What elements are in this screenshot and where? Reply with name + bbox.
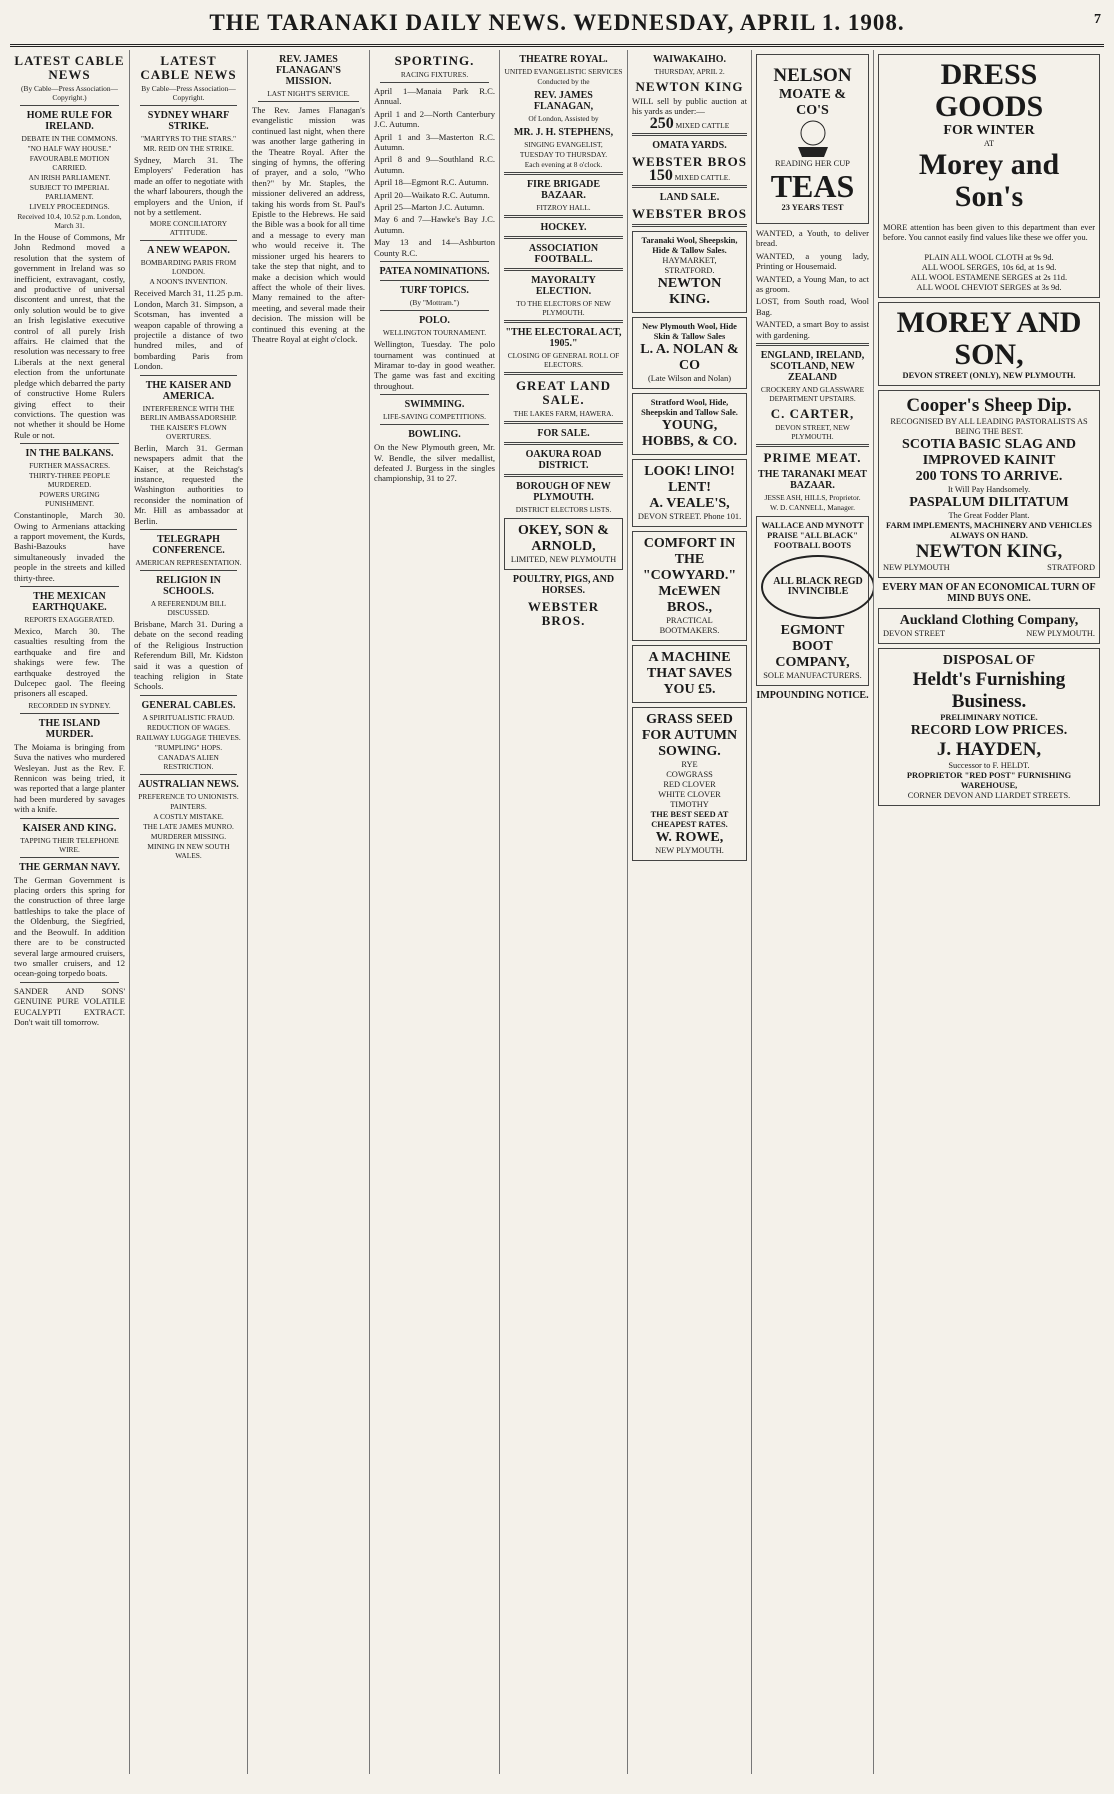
dress-goods-ad (878, 54, 1100, 298)
classifieds (756, 228, 869, 340)
subheading: CROCKERY AND GLASSWARE DEPARTMENT UPSTAIRS. (760, 385, 865, 404)
grass-seed-ad (632, 707, 747, 861)
headline: TURF TOPICS. (400, 285, 469, 297)
ad-text: RECOGNISED BY ALL LEADING PASTORALISTS AS BEING THE BEST. (890, 417, 1088, 436)
subheading: PAINTERS. (170, 801, 207, 811)
ad-title: DISPOSAL OF (942, 653, 1036, 668)
headline: EVERY MAN OF AN ECONOMICAL TURN OF MIND BUYS ONE. (882, 582, 1096, 604)
subheading: REV. JAMES FLANAGAN, (533, 90, 594, 112)
credit-line: (By "Mottram.") (409, 298, 460, 308)
ad-text: STRATFORD (1047, 563, 1095, 572)
wool-sale-ad (632, 393, 747, 455)
subheading: THURSDAY, APRIL 2. (654, 67, 725, 76)
list-item: TIMOTHY (670, 799, 709, 809)
dateline: Received 10.4, 10.52 p.m. London, March 31. (17, 212, 122, 230)
subheading: INTERFERENCE WITH THE BERLIN AMBASSADORSHIP. (140, 403, 237, 422)
subheading: CLOSING OF GENERAL ROLL OF ELECTORS. (507, 351, 620, 369)
subheading: A SPIRITUALISTIC FRAUD. (142, 712, 235, 722)
subheading: RACING FIXTURES. (400, 70, 469, 79)
ad-title: Auckland Clothing Company, (899, 613, 1079, 628)
subheading: RECORDED IN SYDNEY. (28, 700, 111, 710)
headline: TELEGRAPH CONFERENCE. (152, 533, 225, 556)
headline: MAYORALTY ELECTION. (531, 275, 596, 297)
ad-subtitle: FOR WINTER (943, 123, 1035, 138)
headline: "THE ELECTORAL ACT, 1905." (505, 327, 622, 349)
subheading: LIVELY PROCEEDINGS. (29, 202, 110, 211)
article-body: The Moiama is bringing from Suva the natives who murdered Wesleyan. Just as the Rev. F. Rennicon was being tried, it was reported that a large planter had been murdered by savages with a knife. (14, 741, 125, 815)
ad-text: PRELIMINARY NOTICE. (940, 713, 1038, 722)
subheading: MORE CONCILIATORY ATTITUDE. (149, 219, 228, 238)
headline: SPORTING. (394, 53, 475, 68)
subheading: JESSE ASH, HILLS, Proprietor. (764, 493, 861, 503)
veale-ad (632, 459, 747, 527)
subheading: POWERS URGING PUNISHMENT. (39, 490, 100, 509)
heldt-furnishing-ad (878, 648, 1100, 806)
subheading: AMERICAN REPRESENTATION. (135, 557, 242, 567)
ad-title: A MACHINE THAT SAVES YOU £5. (646, 649, 733, 697)
column-7 (752, 50, 874, 1774)
subheading: TAPPING THEIR TELEPHONE WIRE. (20, 835, 119, 854)
subheading: REDUCTION OF WAGES. (146, 722, 230, 732)
article-body: Mexico, March 30. The casualties resulting from the earthquake and fire and shakings were few. The earthquake destroyed the Dulcepec gaol. The fleeing prisoners all escaped. (14, 625, 125, 699)
subheading: THIRTY-THREE PEOPLE MURDERED. (28, 471, 111, 490)
ad-title: GRASS SEED FOR AUTUMN SOWING. (641, 711, 738, 759)
ad-title: TEAS (770, 168, 855, 204)
ad-title: A. VEALE'S, (649, 495, 730, 511)
list-item: April 18—Egmont R.C. Autumn. (374, 177, 489, 188)
stock-count: 150 (648, 166, 673, 184)
subheading: MR. J. H. STEPHENS, (513, 127, 614, 138)
ad-title: COMFORT IN THE "COWYARD." (642, 535, 737, 583)
ad-title: Taranaki Wool, Sheepskin, Hide & Tallow Sales. (641, 235, 738, 255)
column-2 (130, 50, 248, 1774)
headline: OMATA YARDS. (652, 139, 727, 151)
list-item: April 1 and 2—North Canterbury J.C. Autumn. (374, 108, 495, 130)
football-boots-ad (756, 516, 869, 686)
stock-type: MIXED CATTLE (675, 120, 730, 130)
auctioneer-name: NEWTON KING (635, 79, 744, 94)
subheading: TO THE ELECTORS OF NEW PLYMOUTH. (516, 299, 611, 317)
list-item: WANTED, a smart Boy to assist with gardening. (756, 319, 869, 340)
ad-text: THE BEST SEED AT CHEAPEST RATES. (650, 809, 729, 829)
machine-ad (632, 645, 747, 703)
auctioneer-name: WEBSTER BROS (632, 205, 747, 221)
ad-text: NEW PLYMOUTH. (1026, 629, 1095, 638)
headline: BOWLING. (408, 429, 461, 441)
ad-title: PASPALUM DILITATUM (909, 495, 1069, 510)
advertisement: SANDER AND SONS' GENUINE PURE VOLATILE EUCALYPTI EXTRACT. Don't wait till tomorrow. (14, 985, 125, 1027)
list-item: LOST, from South road, Wool Bag. (756, 296, 869, 317)
column-6 (628, 50, 752, 1774)
article-body: Berlin, March 31. German newspapers admit that the Kaiser, at the Reichstag's instance, requested the Washington authorities to reconsider the nomination of Mr. Hill as ambassador at Berlin. (134, 442, 243, 526)
list-item: COWGRASS (666, 769, 713, 779)
newspaper-page (10, 10, 1104, 1774)
wool-sale-ad (632, 231, 747, 313)
headline: SWIMMING. (404, 399, 465, 411)
ad-text: Successor to F. HELDT. (948, 761, 1030, 770)
article-body: Brisbane, March 31. During a debate on the second reading of the Religious Instruction Referendum Bill, Mr. Kidston said it was a question of teaching religion in State Schools. (134, 618, 243, 692)
ad-text: DEVON STREET. Phone 101. (637, 511, 742, 521)
headline: FOR SALE. (537, 428, 590, 439)
ad-text: (Late Wilson and Nolan) (647, 373, 731, 383)
headline: ASSOCIATION FOOTBALL. (528, 243, 599, 265)
subheading: MINING IN NEW SOUTH WALES. (147, 841, 230, 860)
ad-text: PRACTICAL BOOTMAKERS. (659, 615, 720, 635)
ad-text: LIMITED, NEW PLYMOUTH (510, 555, 617, 564)
headline: PRIME MEAT. (763, 450, 862, 466)
auckland-clothing-ad (878, 608, 1100, 644)
credit-line: By Cable—Press Association—Copyright. (141, 84, 236, 102)
headline: LAND SALE. (659, 191, 720, 203)
subheading: Of London, Assisted by (528, 114, 599, 123)
list-item: RED CLOVER (663, 779, 716, 789)
stock-count: 250 (649, 114, 674, 132)
subheading: A NOON'S INVENTION. (149, 277, 228, 287)
ad-title: WALLACE AND MYNOTT PRAISE "ALL BLACK" FOOTBALL BOOTS (761, 521, 864, 551)
ad-text: READING HER CUP (775, 159, 850, 168)
headline: HOCKEY. (540, 222, 587, 233)
headline: BOROUGH OF NEW PLYMOUTH. (516, 481, 611, 503)
article-body: Wellington, Tuesday. The polo tournament was continued at Miramar to-day in good weather. The game was fast and exciting throughout. (374, 339, 495, 391)
subheading: LAST NIGHT'S SERVICE. (267, 89, 350, 98)
list-item: ALL WOOL CHEVIOT SERGES at 3s 9d. (916, 283, 1062, 292)
list-item: ALL WOOL ESTAMENE SERGES at 2s 11d. (910, 273, 1068, 282)
credit-line: (By Cable—Press Association—Copyright.) (21, 84, 118, 102)
article-body: The Rev. James Flanagan's evangelistic mission was continued last night, when there was another large gathering in the Theatre Royal. After the singing of hymns, the offering of prayer, and a solo, "Who then?" by Mr. Staples, the missioner delivered an address, taking his words from St. Paul's Epistle to the Hebrews. He said the Bible was a book for all time and a message to every man who would receive it. The missioner urged his hearers to take the step that night, and to make a decision which would affect the whole of their lives. Many remained to the after-meeting, and several made their decision. The mission will be continued this evening at the Theatre Royal at eight o'clock. (252, 105, 365, 344)
subheading: MURDERER MISSING. (150, 831, 227, 841)
headline: OAKURA ROAD DISTRICT. (525, 449, 602, 471)
ad-title: MOATE & CO'S (778, 87, 846, 118)
ad-text: SOLE MANUFACTURERS. (763, 671, 862, 681)
subheading: PREFERENCE TO UNIONISTS. (138, 791, 239, 801)
list-item: April 20—Waikato R.C. Autumn. (374, 189, 490, 200)
fixture-list (374, 86, 495, 258)
headline: C. CARTER, (770, 406, 855, 422)
ad-title: SCOTIA BASIC SLAG AND IMPROVED KAINIT (902, 437, 1076, 468)
headline: ENGLAND, IRELAND, SCOTLAND, NEW ZEALAND (760, 350, 865, 384)
headline: GREAT LAND SALE. (515, 378, 612, 407)
headline: A NEW WEAPON. (147, 245, 230, 257)
auctioneer-name: WEBSTER BROS (632, 153, 747, 169)
masthead (10, 10, 1104, 47)
ad-text: MORE attention has been given to this department than ever before. You cannot easily find values like these we offer you. (883, 223, 1095, 242)
column-1 (10, 50, 130, 1774)
subheading: FURTHER MASSACRES. (29, 461, 110, 471)
ad-title: LOOK! LINO! LENT! (644, 463, 735, 495)
headline: FIRE BRIGADE BAZAAR. (526, 179, 601, 201)
subheading: THE LATE JAMES MUNRO. (143, 821, 234, 831)
list-item: May 6 and 7—Hawke's Bay J.C. Autumn. (374, 214, 495, 235)
subheading: FAVOURABLE MOTION CARRIED. (29, 154, 110, 172)
masthead-title: THE TARANAKI DAILY NEWS. WEDNESDAY, APRIL 1. 1908. (209, 10, 905, 35)
column-3 (248, 50, 370, 1774)
subheading: CANADA'S ALIEN RESTRICTION. (158, 752, 219, 771)
headline: THEATRE ROYAL. (519, 54, 608, 65)
ad-title: NEWTON KING. (657, 275, 722, 307)
list-item: April 1 and 3—Masterton R.C. Autumn. (374, 131, 495, 153)
page-number: 7 (1094, 12, 1102, 27)
headline: THE TARANAKI MEAT BAZAAR. (758, 469, 867, 492)
nelson-moate-tea-ad (756, 54, 869, 224)
ad-title: OKEY, SON & ARNOLD, (518, 523, 609, 554)
ad-title: W. ROWE, (655, 829, 724, 845)
subheading: "NO HALF WAY HOUSE." (27, 144, 112, 153)
article-body: Received March 31, 11.25 p.m. London, March 31. Simpson, a Scotsman, has invented a weapon capable of throwing a projectile a distance of two hundred miles, and of bombarding Paris from London. (134, 288, 243, 372)
morey-and-son-ad (878, 302, 1100, 386)
stock-type: MIXED CATTLE. (674, 172, 731, 182)
ad-title: L. A. NOLAN & CO (640, 341, 739, 373)
headline: RELIGION IN SCHOOLS. (156, 574, 221, 597)
subheading: LIFE-SAVING COMPETITIONS. (383, 412, 486, 422)
ad-text: It Will Pay Handsomely. (947, 485, 1031, 494)
ad-text: NEW PLYMOUTH. (655, 845, 724, 855)
column-5 (500, 50, 628, 1774)
okey-son-arnold-ad (504, 518, 623, 570)
subheading: DEVON STREET, NEW PLYMOUTH. (775, 423, 850, 442)
ad-title: NEWTON KING, (915, 541, 1063, 562)
column-8 (874, 50, 1104, 1774)
ad-text: PROPRIETOR "RED POST" FURNISHING WAREHOUSE, (906, 771, 1072, 790)
ad-text: CORNER DEVON AND LIARDET STREETS. (907, 791, 1071, 800)
headline: AUSTRALIAN NEWS. (138, 778, 239, 790)
headline: WAIWAKAIHO. (652, 54, 727, 65)
headline: GENERAL CABLES. (141, 699, 236, 711)
article-body: Sydney, March 31. The Employers' Federation has made an offer to negotiate with the wharf labourers, though the employers and the Union, if not by a settlement. (134, 155, 243, 218)
list-item: April 1—Manaia Park R.C. Annual. (374, 86, 495, 107)
ad-title: McEWEN BROS., (658, 583, 721, 615)
list-item: WANTED, a Young Man, to act as groom. (756, 273, 869, 295)
headline: POLO. (419, 315, 450, 327)
subheading: Each evening at 8 o'clock. (524, 160, 603, 169)
subheading: SINGING EVANGELIST, (524, 140, 603, 149)
ad-text: DEVON STREET (883, 629, 946, 638)
headline: REV. JAMES FLANAGAN'S MISSION. (275, 54, 341, 87)
ad-title: Heldt's Furnishing Business. (912, 669, 1066, 712)
tea-cup-icon (788, 119, 838, 159)
ad-title: Cooper's Sheep Dip. (906, 395, 1072, 416)
subheading: RAILWAY LUGGAGE THIEVES. (136, 732, 241, 742)
subheading: W. D. CANNELL, Manager. (770, 503, 855, 513)
subheading: Conducted by the (537, 77, 590, 86)
headline: SYDNEY WHARF STRIKE. (147, 110, 230, 132)
ad-text: The Great Fodder Plant. (948, 511, 1030, 520)
list-item: PLAIN ALL WOOL CLOTH at 9s 9d. (924, 253, 1054, 262)
ad-title: YOUNG, HOBBS, & CO. (642, 417, 737, 449)
subheading: TUESDAY TO THURSDAY. (519, 150, 608, 159)
subheading: UNITED EVANGELISTIC SERVICES (504, 67, 623, 76)
list-item: WHITE CLOVER (658, 789, 721, 799)
list-item: May 13 and 14—Ashburton County R.C. (374, 237, 495, 258)
headline: THE GERMAN NAVY. (19, 861, 120, 873)
ad-text: AT (983, 139, 995, 148)
subheading: MR. REID ON THE STRIKE. (143, 144, 234, 153)
ad-text: WILL sell by public auction at his yards as under:— (632, 96, 747, 117)
ad-title: EGMONT BOOT COMPANY, (775, 623, 850, 671)
headline: PATEA NOMINATIONS. (379, 266, 490, 278)
ad-title: Morey and Son's (918, 148, 1060, 213)
list-item: ALL WOOL SERGES, 10s 6d, at 1s 9d. (921, 263, 1057, 272)
headline: THE ISLAND MURDER. (38, 717, 101, 740)
subheading: DISTRICT ELECTORS LISTS. (515, 505, 612, 514)
headline: IMPOUNDING NOTICE. (756, 690, 869, 702)
headline: HOME RULE FOR IRELAND. (26, 110, 113, 132)
column-4 (370, 50, 500, 1774)
ad-text: DEVON STREET (ONLY), NEW PLYMOUTH. (902, 371, 1076, 380)
list-item: WANTED, a Youth, to deliver bread. (756, 228, 869, 249)
subheading: AN IRISH PARLIAMENT. (28, 173, 111, 182)
ad-title: NELSON (773, 65, 852, 86)
article-body: Constantinople, March 30. Owing to Armenians attacking a rapport movement, the Kurds, Bashi-Bazouks have simultaneously invaded the people in the streets and killed thirty-three. (14, 510, 125, 583)
ad-text: NEW PLYMOUTH (883, 563, 950, 572)
columns (10, 50, 1104, 1774)
list-item: RYE (681, 759, 698, 769)
ad-text: HAYMARKET, STRATFORD. (662, 255, 717, 275)
headline: THE MEXICAN EARTHQUAKE. (32, 590, 107, 613)
headline: WEBSTER BROS. (527, 599, 600, 628)
list-item: WANTED, a young lady, Printing or Housemaid. (756, 250, 869, 272)
section-heading: LATEST CABLE NEWS (140, 53, 237, 82)
headline: KAISER AND KING. (22, 822, 117, 834)
list-item: April 25—Marton J.C. Autumn. (374, 202, 485, 213)
subheading: BOMBARDING PARIS FROM LONDON. (140, 258, 237, 277)
article-body: The German Government is placing orders this spring for the construction of three large battleships to take the place of the Oldenburg, the Siegfried, and the Beowulf. In addition there are to be constructed several large armoured cruisers, two smaller cruisers, and 12 ocean-going torpedo boats. (14, 874, 125, 979)
subheading: SUBJECT TO IMPERIAL PARLIAMENT. (29, 183, 110, 201)
headline: IN THE BALKANS. (25, 448, 114, 460)
subheading: FITZROY HALL. (536, 203, 591, 212)
ad-text: 23 YEARS TEST (781, 203, 844, 212)
wool-sale-ad (632, 317, 747, 389)
section-heading: LATEST CABLE NEWS (14, 53, 125, 82)
headline: POULTRY, PIGS, AND HORSES. (512, 574, 615, 596)
subheading: THE KAISER'S FLOWN OVERTURES. (150, 422, 227, 441)
headline: THE KAISER AND AMERICA. (145, 379, 232, 402)
mcewen-ad (632, 531, 747, 641)
subheading: DEBATE IN THE COMMONS. (21, 134, 118, 143)
ad-title: 200 TONS TO ARRIVE. (915, 469, 1063, 484)
list-item: April 8 and 9—Southland R.C. Autumn. (374, 154, 495, 175)
article-body: On the New Plymouth green, Mr. W. Bendle, the silver medallist, defeated J. Burgess in the singles championship, 31 to 27. (374, 442, 495, 484)
subheading: A COSTLY MISTAKE. (153, 811, 224, 821)
article-body: In the House of Commons, Mr John Redmond moved a resolution that the system of government in Ireland was so inefficient, extravagant, costly, and productive of universal discontent and unrest, that the only solution would be to give an Irish legislative executive control of all purely Irish affairs. He claimed that the resolution was necessary to free Liberals at the next general election from the unfortunate pledge which debarred the party of constructive Home Rulers giving effect to their convictions. The question was not whether it should be Home Rule or not. (14, 232, 125, 440)
ad-title: MOREY AND SON, (896, 306, 1082, 371)
ad-title: DRESS GOODS (934, 58, 1044, 123)
subheading: REPORTS EXAGGERATED. (24, 614, 115, 624)
ad-title: RECORD LOW PRICES. (910, 723, 1068, 738)
subheading: A REFERENDUM BILL DISCUSSED. (150, 598, 227, 617)
subheading: WELLINGTON TOURNAMENT. (382, 328, 487, 338)
coopers-sheep-dip-ad (878, 390, 1100, 578)
all-black-logo: ALL BLACK REGD INVINCIBLE (761, 555, 874, 619)
ad-text: FARM IMPLEMENTS, MACHINERY AND VEHICLES ALWAYS ON HAND. (886, 521, 1092, 540)
ad-title: J. HAYDEN, (936, 739, 1042, 760)
ad-title: Stratford Wool, Hide, Sheepskin and Tallow Sale. (641, 397, 738, 417)
subheading: "MARTYRS TO THE STARS." (141, 134, 236, 143)
ad-title: New Plymouth Wool, Hide Skin & Tallow Sales (642, 321, 737, 341)
subheading: "RUMPLING" HOPS. (154, 742, 223, 752)
subheading: THE LAKES FARM, HAWERA. (513, 409, 614, 418)
